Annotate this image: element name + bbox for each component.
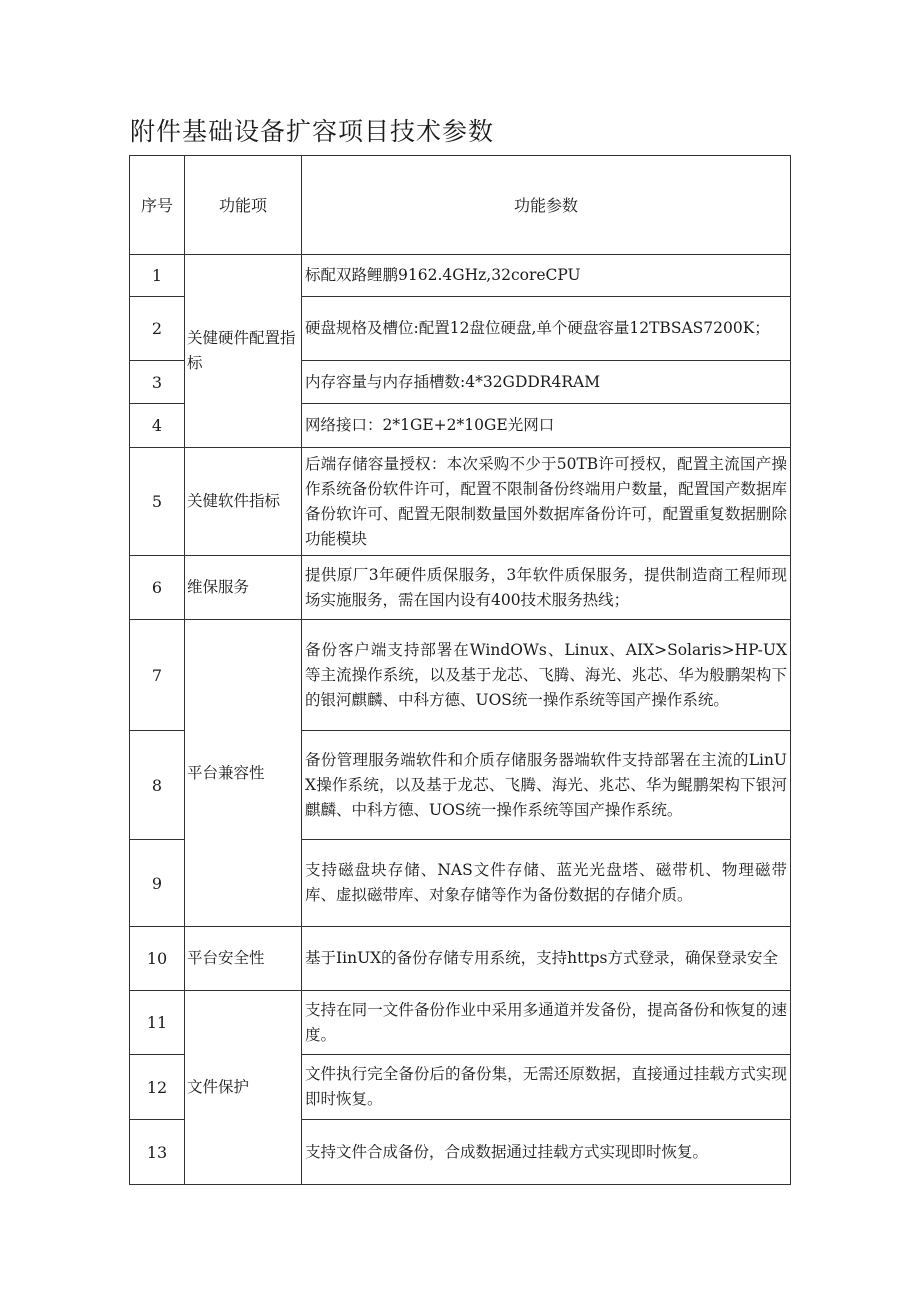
row-no: 5 bbox=[130, 448, 185, 556]
header-params: 功能参数 bbox=[302, 156, 791, 255]
table-row bbox=[130, 255, 791, 297]
row-no: 4 bbox=[130, 404, 185, 448]
row-no: 2 bbox=[130, 297, 185, 361]
row-item: 平台安全性 bbox=[185, 927, 302, 991]
table-row bbox=[130, 448, 791, 556]
row-item: 维保服务 bbox=[185, 556, 302, 620]
row-params: 支持在同一文件备份作业中采用多通道并发备份，提高备份和恢复的速度。 bbox=[302, 991, 791, 1055]
row-params: 备份客户端支持部署在WindOWs、Linux、AIX>Solaris>HP-UX等主流操作系统，以及基于龙芯、飞腾、海光、兆芯、华为般鹏架构下的银河麒麟、中科方德、UOS统一操作系统等国产操作系统。 bbox=[302, 620, 791, 731]
table-row bbox=[130, 556, 791, 620]
tech-params-table bbox=[129, 155, 791, 1185]
row-item: 文件保护 bbox=[185, 991, 302, 1185]
header-item: 功能项 bbox=[185, 156, 302, 255]
row-no: 3 bbox=[130, 361, 185, 404]
row-params: 基于IinUX的备份存储专用系统，支持https方式登录，确保登录安全 bbox=[302, 927, 791, 991]
row-params: 支持文件合成备份，合成数据通过挂载方式实现即时恢复。 bbox=[302, 1120, 791, 1185]
row-item: 平台兼容性 bbox=[185, 620, 302, 927]
row-item: 关健软件指标 bbox=[185, 448, 302, 556]
header-no: 序号 bbox=[130, 156, 185, 255]
row-no: 7 bbox=[130, 620, 185, 731]
row-no: 8 bbox=[130, 731, 185, 840]
row-params: 内存容量与内存插槽数:4*32GDDR4RAM bbox=[302, 361, 791, 404]
table-header-row bbox=[130, 156, 791, 255]
row-params: 提供原厂3年硬件质保服务，3年软件质保服务，提供制造商工程师现场实施服务，需在国内设有400技术服务热线； bbox=[302, 556, 791, 620]
table-row bbox=[130, 927, 791, 991]
row-params: 支持磁盘块存储、NAS文件存储、蓝光光盘塔、磁带机、物理磁带库、虚拟磁带库、对象存储等作为备份数据的存储介质。 bbox=[302, 840, 791, 927]
row-params: 后端存储容量授权：本次采购不少于50TB许可授权，配置主流国产操作系统备份软件许可，配置不限制备份终端用户数量，配置国产数据库备份软许可、配置无限制数量国外数据库备份许可，配置重复数据删除功能模块 bbox=[302, 448, 791, 556]
row-no: 6 bbox=[130, 556, 185, 620]
row-no: 9 bbox=[130, 840, 185, 927]
row-no: 12 bbox=[130, 1055, 185, 1120]
row-params: 备份管理服务端软件和介质存储服务器端软件支持部署在主流的LinUX操作系统，以及基于龙芯、飞腾、海光、兆芯、华为鲲鹏架构下银河麒麟、中科方德、UOS统一操作系统等国产操作系统。 bbox=[302, 731, 791, 840]
row-no: 13 bbox=[130, 1120, 185, 1185]
table-row bbox=[130, 620, 791, 731]
row-no: 10 bbox=[130, 927, 185, 991]
row-params: 文件执行完全备份后的备份集，无需还原数据，直接通过挂载方式实现即时恢复。 bbox=[302, 1055, 791, 1120]
row-no: 11 bbox=[130, 991, 185, 1055]
table-row bbox=[130, 991, 791, 1055]
row-params: 硬盘规格及槽位:配置12盘位硬盘,单个硬盘容量12TBSAS7200K； bbox=[302, 297, 791, 361]
row-no: 1 bbox=[130, 255, 185, 297]
row-params: 标配双路鲤鹏9162.4GHz,32coreCPU bbox=[302, 255, 791, 297]
row-item: 关健硬件配置指标 bbox=[185, 255, 302, 448]
page-title: 附件基础设备扩容项目技术参数 bbox=[130, 117, 495, 146]
row-params: 网络接口：2*1GE+2*10GE光网口 bbox=[302, 404, 791, 448]
